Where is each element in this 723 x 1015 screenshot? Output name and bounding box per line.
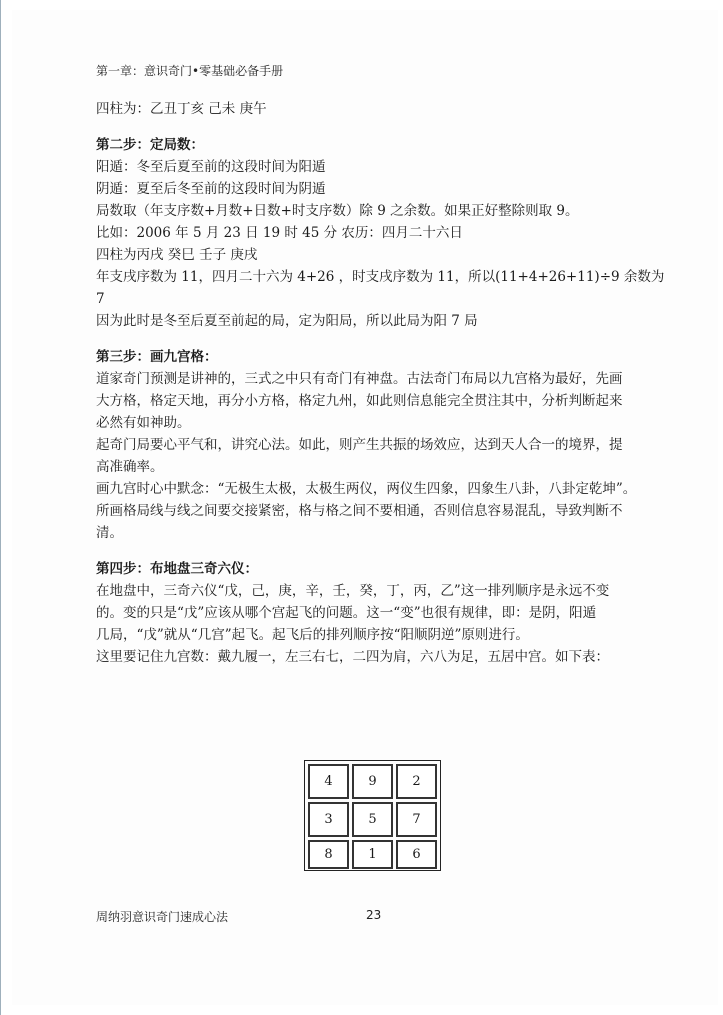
paragraph-line: 年支戌序数为 11，四月二十六为 4+26 ，时支戌序数为 11，所以(11+4+26+11)÷9 余数为: [96, 269, 665, 285]
palace-cell: 6: [396, 840, 437, 869]
paragraph-line: 四柱为丙戌 癸巳 壬子 庚戌: [96, 247, 258, 263]
paragraph-line: 7: [96, 291, 105, 307]
palace-cell: 8: [308, 840, 349, 869]
paragraph-line: 在地盘中，三奇六仪“戊，己，庚，辛，壬，癸，丁，丙，乙”这一排列顺序是永远不变: [96, 583, 610, 599]
paragraph-line: 必然有如神助。: [96, 415, 191, 431]
footer-book-title: 周纳羽意识奇门速成心法: [96, 910, 229, 924]
paragraph-line: 的。变的只是“戊”应该从哪个宫起飞的问题。这一“变”也很有规律，即：是阴，阳遁: [96, 605, 597, 621]
nine-palace-table: [304, 760, 441, 871]
paragraph-line: 局数取（年支序数+月数+日数+时支序数）除 9 之余数。如果正好整除则取 9。: [96, 203, 579, 219]
step3-heading: 第三步：画九宫格：: [96, 349, 218, 365]
paragraph-line: 起奇门局要心平气和，讲究心法。如此，则产生共振的场效应，达到天人合一的境界，提: [96, 437, 623, 453]
step4-heading: 第四步：布地盘三奇六仪：: [96, 561, 258, 577]
palace-cell: 3: [308, 802, 349, 837]
paragraph-line: 道家奇门预测是讲神的，三式之中只有奇门有神盘。古法奇门布局以九宫格为最好，先画: [96, 371, 623, 387]
document-body: [96, 98, 665, 668]
paragraph-line: 清。: [96, 525, 123, 541]
palace-cell: 4: [308, 764, 349, 799]
paragraph-line: 因为此时是冬至后夏至前起的局，定为阳局，所以此局为阳 7 局: [96, 313, 478, 329]
paragraph-line: 阴遁：夏至后冬至前的这段时间为阴遁: [96, 181, 326, 197]
running-header: 第一章：意识奇门•零基础必备手册: [96, 64, 284, 78]
paragraph-line: 画九宫时心中默念：“无极生太极，太极生两仪，两仪生四象，四象生八卦，八卦定乾坤”。: [96, 481, 637, 497]
palace-cell: 2: [396, 764, 437, 799]
paragraph-line: 阳遁：冬至后夏至前的这段时间为阳遁: [96, 159, 326, 175]
page-number: 23: [366, 908, 382, 922]
paragraph-line: 大方格，格定天地，再分小方格，格定九州，如此则信息能完全贯注其中，分析判断起来: [96, 393, 623, 409]
paragraph-line: 所画格局线与线之间要交接紧密，格与格之间不要相通，否则信息容易混乱，导致判断不: [96, 503, 623, 519]
page-edge-rule: [0, 0, 1, 1015]
four-pillars-line: 四柱为：乙丑丁亥 己未 庚午: [96, 101, 267, 117]
paragraph-line: 几局，“戊”就从“几宫”起飞。起飞后的排列顺序按“阳顺阴逆”原则进行。: [96, 627, 529, 643]
palace-cell: 1: [352, 840, 393, 869]
paragraph-line: 高准确率。: [96, 459, 164, 475]
step2-heading: 第二步：定局数：: [96, 137, 204, 153]
paragraph-line: 比如：2006 年 5 月 23 日 19 时 45 分 农历：四月二十六日: [96, 225, 463, 241]
palace-cell: 9: [352, 764, 393, 799]
palace-cell: 5: [352, 802, 393, 837]
palace-cell: 7: [396, 802, 437, 837]
paragraph-line: 这里要记住九宫数：戴九履一，左三右七，二四为肩，六八为足，五居中宫。如下表：: [96, 649, 609, 665]
